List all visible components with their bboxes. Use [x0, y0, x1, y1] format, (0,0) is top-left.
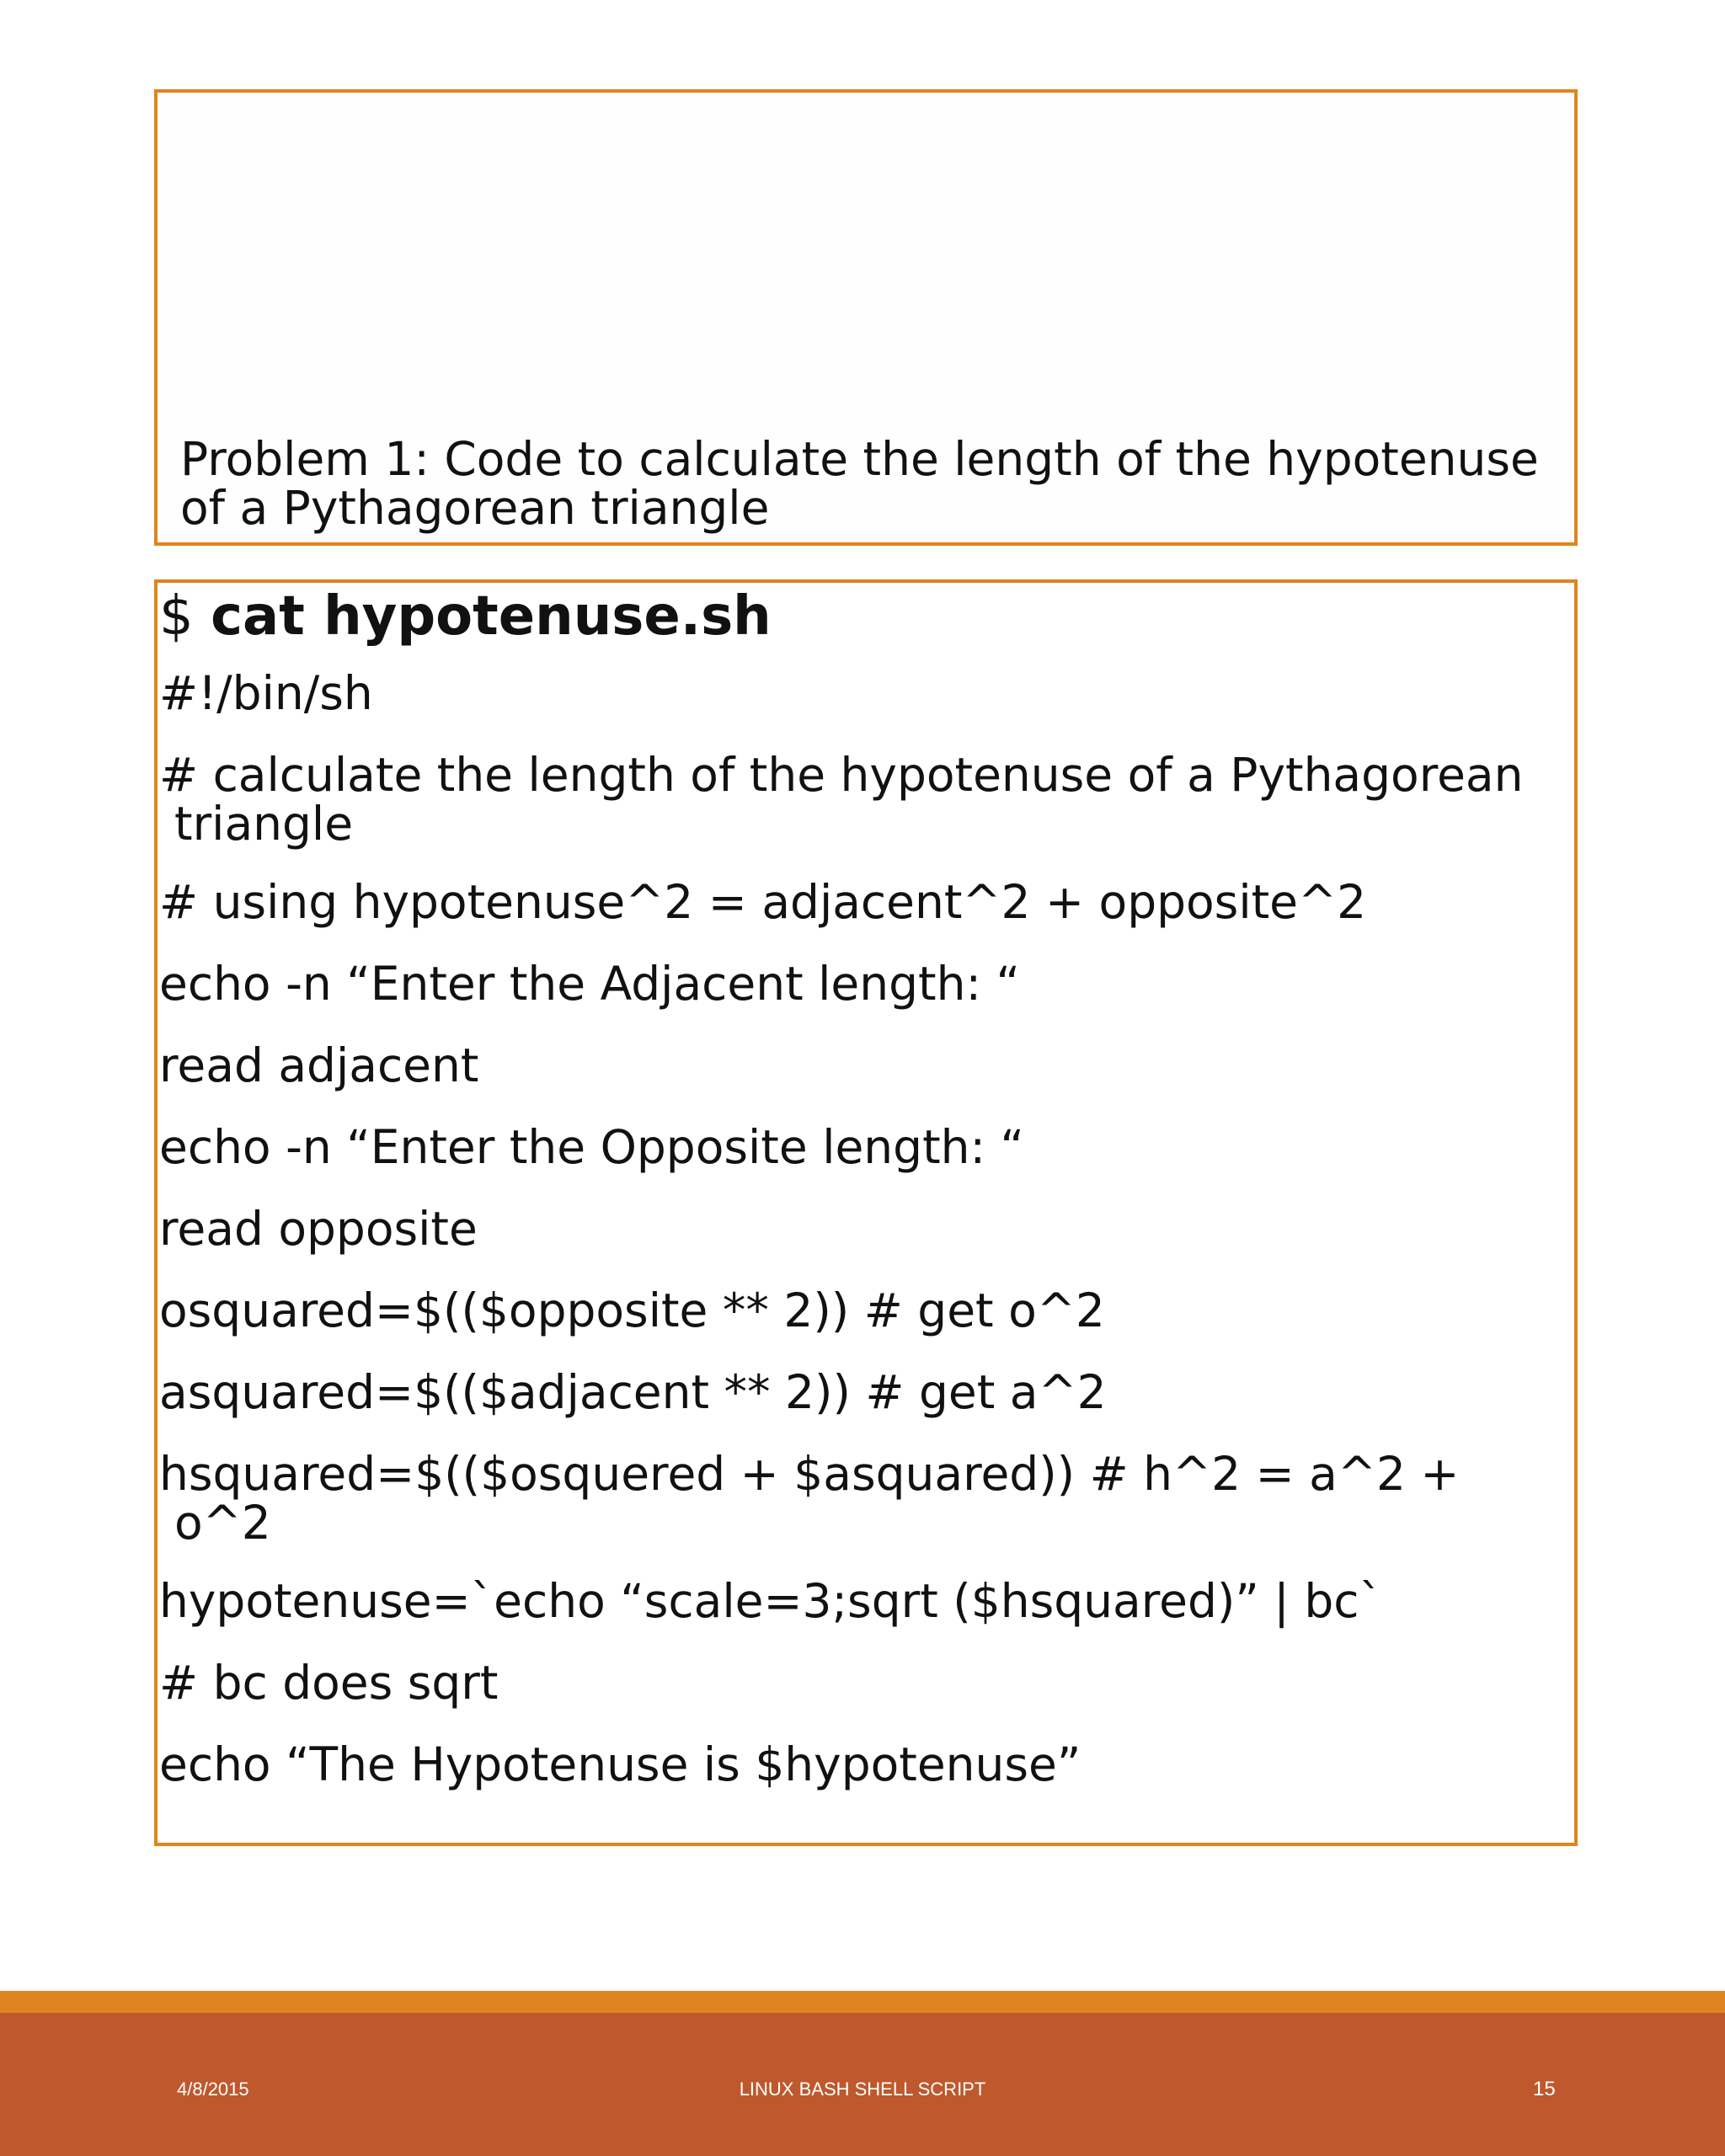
code-line-comment-bc: # bc does sqrt — [159, 1656, 499, 1710]
code-line-shebang: #!/bin/sh — [159, 666, 373, 720]
code-line-osquared: osquared=$(($opposite ** 2)) # get o^2 — [159, 1283, 1105, 1337]
comment-purpose-part2: triangle — [174, 797, 354, 851]
code-line-asquared: asquared=$(($adjacent ** 2)) # get a^2 — [159, 1365, 1107, 1419]
page-number: 15 — [1533, 2078, 1556, 2100]
code-content-box — [154, 579, 1578, 1846]
code-line-read-opposite: read opposite — [159, 1202, 478, 1256]
code-line-echo-adjacent: echo -n “Enter the Adjacent length: “ — [159, 957, 1020, 1011]
code-line-read-adjacent: read adjacent — [159, 1038, 479, 1092]
hsquared-part2: o^2 — [174, 1496, 271, 1550]
code-line-hsquared — [159, 1447, 1567, 1550]
shell-prompt: $ — [159, 585, 194, 648]
code-line-comment-purpose — [159, 748, 1567, 851]
command-line — [159, 585, 1567, 648]
title-placeholder — [154, 89, 1578, 546]
footer-date: 4/8/2015 — [177, 2079, 249, 2100]
comment-purpose-part1: # calculate the length of the hypotenuse of a Pythagorean — [159, 748, 1524, 802]
code-line-echo-opposite: echo -n “Enter the Opposite length: “ — [159, 1120, 1025, 1174]
hsquared-part1: hsquared=$(($osquered + $asquared)) # h^2 = a^2 + — [159, 1447, 1460, 1501]
footer-accent-stripe — [0, 1991, 1725, 2013]
code-line-comment-formula: # using hypotenuse^2 = adjacent^2 + opposite^2 — [159, 875, 1367, 929]
command-text: cat hypotenuse.sh — [211, 585, 772, 648]
code-line-echo-result: echo “The Hypotenuse is $hypotenuse” — [159, 1737, 1081, 1791]
code-line-hypotenuse-calc: hypotenuse=`echo “scale=3;sqrt ($hsquared)” | bc` — [159, 1574, 1382, 1628]
slide-title: Problem 1: Code to calculate the length of the hypotenuse of a Pythagorean triangle — [180, 432, 1539, 535]
footer-title: LINUX BASH SHELL SCRIPT — [739, 2079, 986, 2100]
